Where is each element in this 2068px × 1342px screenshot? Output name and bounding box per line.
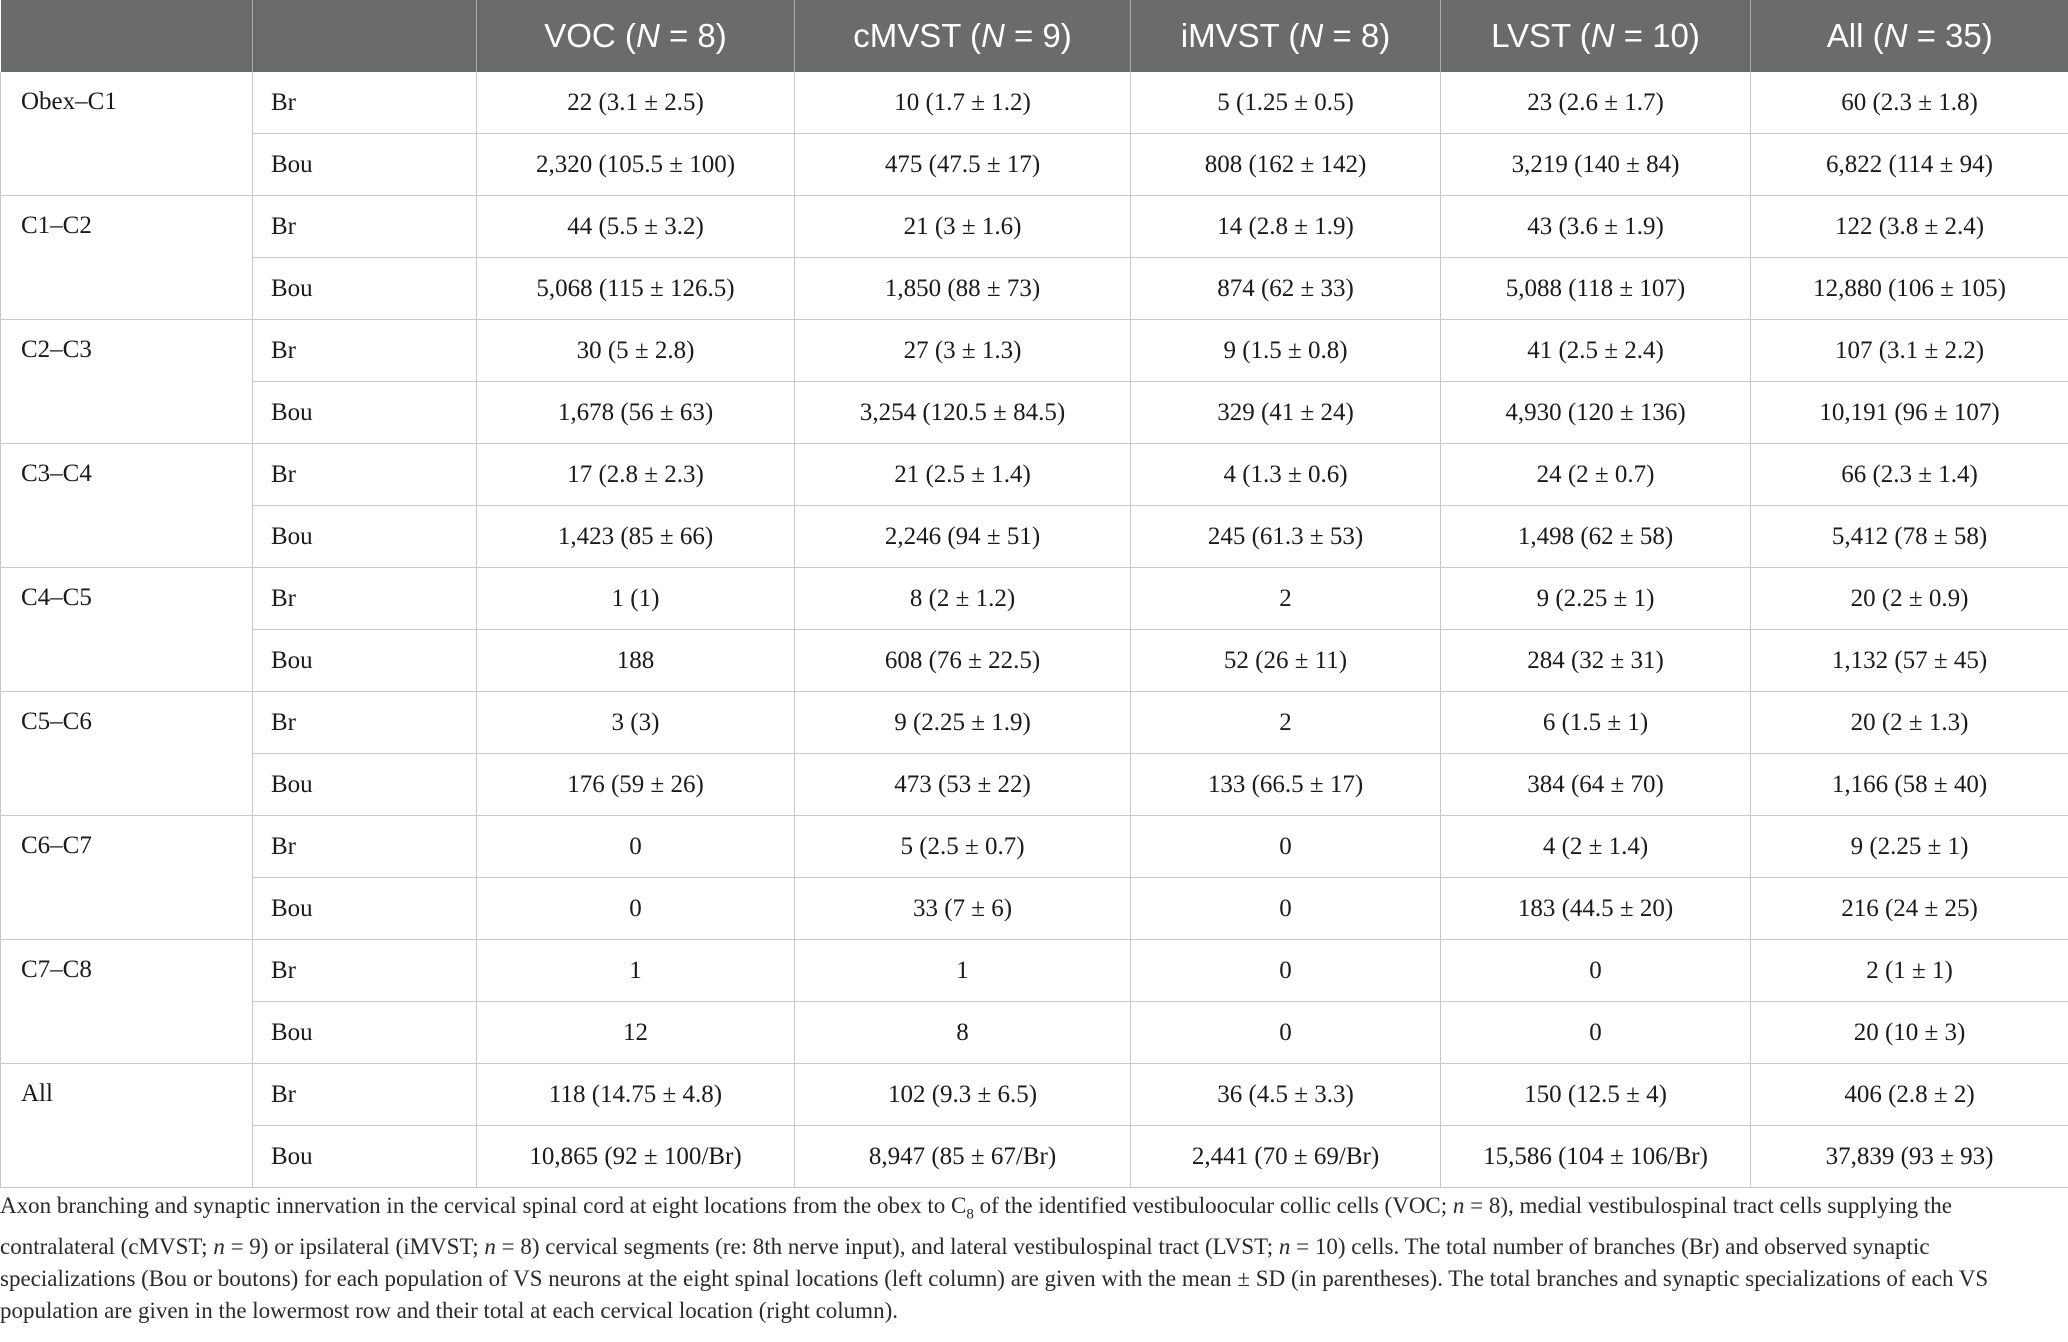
table-row (1, 1064, 2068, 1126)
header-voc-name: VOC (544, 17, 616, 54)
table-cell: 12,880 (106 ± 105) (1751, 258, 2068, 320)
table-cell: 1,498 (62 ± 58) (1441, 506, 1751, 568)
segment-label: C1–C2 (1, 196, 253, 320)
table-cell: 5,068 (115 ± 126.5) (477, 258, 795, 320)
header-lvst-n: 10 (1652, 17, 1689, 54)
segment-label: C7–C8 (1, 940, 253, 1064)
table-cell: 118 (14.75 ± 4.8) (477, 1064, 795, 1126)
table-cell: 107 (3.1 ± 2.2) (1751, 320, 2068, 382)
table-cell: 21 (2.5 ± 1.4) (795, 444, 1131, 506)
table-cell: 4 (2 ± 1.4) (1441, 816, 1751, 878)
table-cell: 52 (26 ± 11) (1131, 630, 1441, 692)
table-row (1, 940, 2068, 1002)
measure-label: Br (253, 196, 477, 258)
header-blank-measure (253, 0, 477, 72)
table-cell: 10 (1.7 ± 1.2) (795, 72, 1131, 134)
table-cell: 3,219 (140 ± 84) (1441, 134, 1751, 196)
header-lvst-name: LVST (1491, 17, 1571, 54)
table-cell: 30 (5 ± 2.8) (477, 320, 795, 382)
table-cell: 216 (24 ± 25) (1751, 878, 2068, 940)
table-cell: 1,850 (88 ± 73) (795, 258, 1131, 320)
measure-label: Br (253, 444, 477, 506)
table-row (1, 506, 2068, 568)
measure-label: Bou (253, 506, 477, 568)
table-cell: 6,822 (114 ± 94) (1751, 134, 2068, 196)
table-row (1, 568, 2068, 630)
table-cell: 41 (2.5 ± 2.4) (1441, 320, 1751, 382)
measure-label: Br (253, 692, 477, 754)
table-cell: 17 (2.8 ± 2.3) (477, 444, 795, 506)
segment-label: All (1, 1064, 253, 1188)
table-row (1, 754, 2068, 816)
table-cell: 8 (2 ± 1.2) (795, 568, 1131, 630)
table-cell: 0 (477, 878, 795, 940)
table-cell: 36 (4.5 ± 3.3) (1131, 1064, 1441, 1126)
table-cell: 0 (1131, 816, 1441, 878)
table-cell: 384 (64 ± 70) (1441, 754, 1751, 816)
table-cell: 8,947 (85 ± 67/Br) (795, 1126, 1131, 1188)
table-cell: 874 (62 ± 33) (1131, 258, 1441, 320)
table-row (1, 72, 2068, 134)
table-cell: 22 (3.1 ± 2.5) (477, 72, 795, 134)
table-cell: 20 (10 ± 3) (1751, 1002, 2068, 1064)
table-cell: 3,254 (120.5 ± 84.5) (795, 382, 1131, 444)
table-cell: 475 (47.5 ± 17) (795, 134, 1131, 196)
table-caption: Axon branching and synaptic innervation in the cervical spinal cord at eight locations from the obex to $C_8$ of the identified vestibuloocular collic cells (VOC; n = 8), medial vestibulospinal tract cells supplying the contralateral (cMVST; n = 9) or ipsilateral (iMVST; n = 8) cervical segments (re: 8th nerve input), and lateral vestibulospinal tract (LVST; n = 10) cells. The total number of branches (Br) and observed synaptic specializations (Bou or boutons) for each population of VS neurons at the eight spinal locations (left column) are given with the mean ± SD (in parentheses). The total branches and synaptic specializations of each VS population are given in the lowermost row and their total at each cervical location (right column). (0, 1193, 1989, 1323)
table-cell: 2 (1131, 692, 1441, 754)
table-cell: 20 (2 ± 0.9) (1751, 568, 2068, 630)
measure-label: Br (253, 568, 477, 630)
table-row (1, 692, 2068, 754)
table-row (1, 444, 2068, 506)
table-row (1, 196, 2068, 258)
table-cell: 60 (2.3 ± 1.8) (1751, 72, 2068, 134)
table-cell: 15,586 (104 ± 106/Br) (1441, 1126, 1751, 1188)
segment-label: Obex–C1 (1, 72, 253, 196)
table-cell: 1,166 (58 ± 40) (1751, 754, 2068, 816)
table-cell: 24 (2 ± 0.7) (1441, 444, 1751, 506)
measure-label: Br (253, 1064, 477, 1126)
table-cell: 608 (76 ± 22.5) (795, 630, 1131, 692)
header-cmvst-name: cMVST (853, 17, 961, 54)
table-cell: 3 (3) (477, 692, 795, 754)
segment-label: C5–C6 (1, 692, 253, 816)
header-all-n: 35 (1945, 17, 1982, 54)
measure-label: Bou (253, 630, 477, 692)
header-lvst: LVST (N = 10) (1441, 0, 1751, 72)
table-cell: 33 (7 ± 6) (795, 878, 1131, 940)
table-cell: 4 (1.3 ± 0.6) (1131, 444, 1441, 506)
table-cell: 5,412 (78 ± 58) (1751, 506, 2068, 568)
table-cell: 2 (1131, 568, 1441, 630)
table-cell: 1 (795, 940, 1131, 1002)
table-cell: 188 (477, 630, 795, 692)
table-cell: 66 (2.3 ± 1.4) (1751, 444, 2068, 506)
table-cell: 406 (2.8 ± 2) (1751, 1064, 2068, 1126)
table-cell: 10,191 (96 ± 107) (1751, 382, 2068, 444)
table-cell: 9 (2.25 ± 1) (1441, 568, 1751, 630)
table-cell: 37,839 (93 ± 93) (1751, 1126, 2068, 1188)
header-voc: VOC (N = 8) (477, 0, 795, 72)
table-cell: 9 (2.25 ± 1) (1751, 816, 2068, 878)
measure-label: Bou (253, 1126, 477, 1188)
table-cell: 9 (2.25 ± 1.9) (795, 692, 1131, 754)
table-cell: 245 (61.3 ± 53) (1131, 506, 1441, 568)
measure-label: Br (253, 816, 477, 878)
measure-label: Br (253, 320, 477, 382)
table-row (1, 258, 2068, 320)
measure-label: Bou (253, 382, 477, 444)
table-row (1, 382, 2068, 444)
header-voc-n: 8 (697, 17, 716, 54)
table-row (1, 1002, 2068, 1064)
table-cell: 102 (9.3 ± 6.5) (795, 1064, 1131, 1126)
table-cell: 6 (1.5 ± 1) (1441, 692, 1751, 754)
table-cell: 2,246 (94 ± 51) (795, 506, 1131, 568)
table-cell: 329 (41 ± 24) (1131, 382, 1441, 444)
table-cell: 183 (44.5 ± 20) (1441, 878, 1751, 940)
table-cell: 1 (1) (477, 568, 795, 630)
table-cell: 20 (2 ± 1.3) (1751, 692, 2068, 754)
table-cell: 44 (5.5 ± 3.2) (477, 196, 795, 258)
table-cell: 150 (12.5 ± 4) (1441, 1064, 1751, 1126)
table-cell: 0 (1441, 940, 1751, 1002)
header-imvst-name: iMVST (1180, 17, 1280, 54)
table-cell: 2,320 (105.5 ± 100) (477, 134, 795, 196)
table-cell: 473 (53 ± 22) (795, 754, 1131, 816)
table-cell: 27 (3 ± 1.3) (795, 320, 1131, 382)
table-header (1, 0, 2068, 72)
segment-label: C4–C5 (1, 568, 253, 692)
header-cmvst: cMVST (N = 9) (795, 0, 1131, 72)
header-all: All (N = 35) (1751, 0, 2068, 72)
table-cell: 133 (66.5 ± 17) (1131, 754, 1441, 816)
header-imvst: iMVST (N = 8) (1131, 0, 1441, 72)
table-cell: 8 (795, 1002, 1131, 1064)
table-row (1, 878, 2068, 940)
measure-label: Bou (253, 754, 477, 816)
table-cell: 4,930 (120 ± 136) (1441, 382, 1751, 444)
table-cell: 176 (59 ± 26) (477, 754, 795, 816)
table-cell: 12 (477, 1002, 795, 1064)
table-cell: 2,441 (70 ± 69/Br) (1131, 1126, 1441, 1188)
measure-label: Bou (253, 878, 477, 940)
measure-label: Br (253, 72, 477, 134)
header-all-name: All (1826, 17, 1864, 54)
header-imvst-n: 8 (1360, 17, 1380, 54)
table-row (1, 320, 2068, 382)
table-cell: 23 (2.6 ± 1.7) (1441, 72, 1751, 134)
measure-label: Br (253, 940, 477, 1002)
table-cell: 10,865 (92 ± 100/Br) (477, 1126, 795, 1188)
table-row (1, 134, 2068, 196)
table-cell: 1,678 (56 ± 63) (477, 382, 795, 444)
measure-label: Bou (253, 134, 477, 196)
table-row (1, 816, 2068, 878)
segment-label: C3–C4 (1, 444, 253, 568)
table-cell: 0 (1131, 940, 1441, 1002)
table-cell: 1 (477, 940, 795, 1002)
table-cell: 1,132 (57 ± 45) (1751, 630, 2068, 692)
table-cell: 2 (1 ± 1) (1751, 940, 2068, 1002)
table-cell: 122 (3.8 ± 2.4) (1751, 196, 2068, 258)
table-body (1, 72, 2068, 1188)
segment-label: C6–C7 (1, 816, 253, 940)
table-cell: 14 (2.8 ± 1.9) (1131, 196, 1441, 258)
segment-label: C2–C3 (1, 320, 253, 444)
header-cmvst-n: 9 (1042, 17, 1061, 54)
table-cell: 0 (1441, 1002, 1751, 1064)
table-cell: 5,088 (118 ± 107) (1441, 258, 1751, 320)
measure-label: Bou (253, 1002, 477, 1064)
header-row (1, 0, 2068, 72)
table-cell: 808 (162 ± 142) (1131, 134, 1441, 196)
table-cell: 5 (2.5 ± 0.7) (795, 816, 1131, 878)
table-cell: 43 (3.6 ± 1.9) (1441, 196, 1751, 258)
measure-label: Bou (253, 258, 477, 320)
header-blank-segment (1, 0, 253, 72)
table-cell: 0 (477, 816, 795, 878)
table-cell: 1,423 (85 ± 66) (477, 506, 795, 568)
table-cell: 0 (1131, 1002, 1441, 1064)
table-cell: 284 (32 ± 31) (1441, 630, 1751, 692)
table-row (1, 630, 2068, 692)
table-row (1, 1126, 2068, 1188)
table-cell: 0 (1131, 878, 1441, 940)
table-cell: 21 (3 ± 1.6) (795, 196, 1131, 258)
table-cell: 9 (1.5 ± 0.8) (1131, 320, 1441, 382)
table-cell: 5 (1.25 ± 0.5) (1131, 72, 1441, 134)
